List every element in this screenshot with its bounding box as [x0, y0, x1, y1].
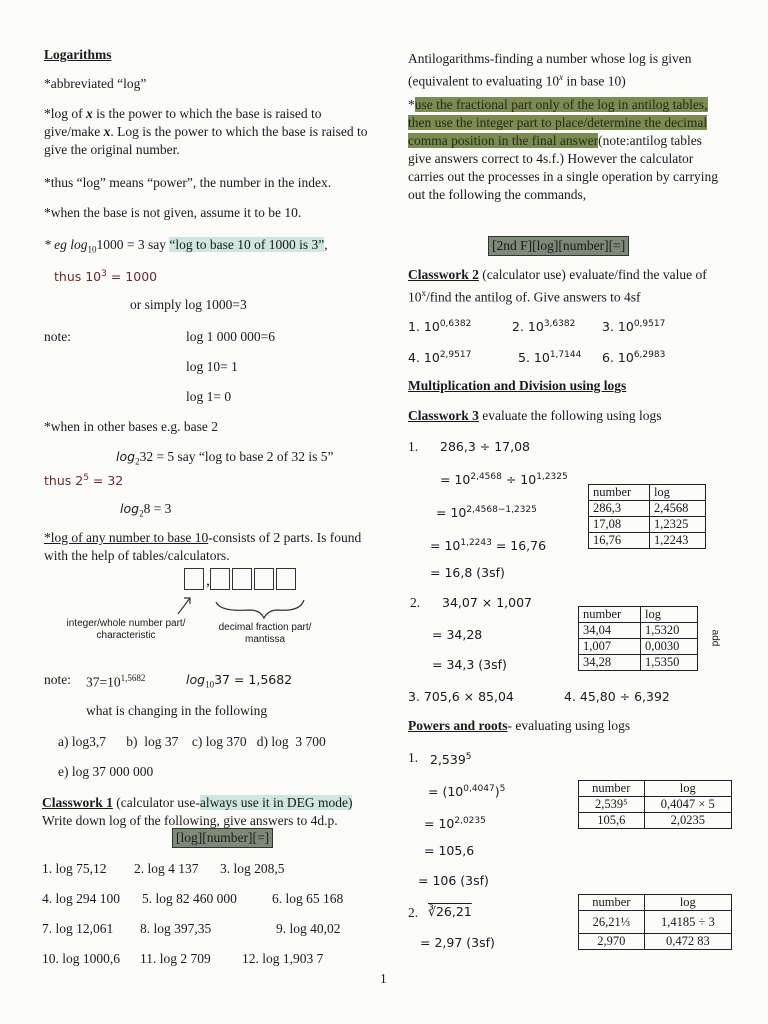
log-definition: *log of x is the power to which the base is raised to give/make x. Log is the power to which the base is raised to give the original number. [44, 106, 368, 157]
add-side-label: add [709, 629, 721, 647]
example-log10: * eg $\log_{10}1000 = 3$ say “log to base 10 of 1000 is 3”, [44, 237, 328, 255]
any-number-log: *log of any number to base 10-consists of 2 parts. Is found with the help of tables/calculators. [44, 530, 362, 563]
cw1-keys: [log][number][=] [172, 828, 273, 848]
note-line-1: log 1 000 000=6 [186, 329, 275, 344]
note-line-2: log 10= 1 [186, 359, 238, 374]
q1-number: 1. [408, 439, 419, 454]
integer-part-label: integer/whole number part/ characteristic [66, 618, 186, 641]
antilog-command: [2nd F][log][number][=] [488, 236, 629, 256]
cw1-q12: 12. log 1,903 7 [242, 951, 324, 966]
simply-log: or simply log 1000=3 [130, 297, 247, 312]
cw1-q3: 3. log 208,5 [220, 861, 285, 876]
cw1-q4: 4. log 294 100 [42, 891, 121, 906]
q2-log-table: number log 34,04 1,5320 1,007 0,0030 34,28 1,5350 [578, 606, 698, 671]
base-not-given: *when the base is not given, assume it to be 10. [44, 205, 302, 220]
q2-expression: 34,07 × 1,007 [442, 595, 532, 610]
antilog-title: Antilogarithms-finding a number whose log is given (equivalent to evaluating 10$^x$ in base 10) [408, 51, 692, 89]
classwork-1-instructions: Classwork 1 (calculator use-always use it in DEG mode) Write down log of the following, give answers to 4d.p. [42, 795, 353, 828]
decimal-part-label: decimal fraction part/ mantissa [218, 622, 312, 645]
cw1-q6: 6. log 65 168 [272, 891, 344, 906]
q1-step1: = $10^{2,4568} \div 10^{1,2325}$ [440, 472, 568, 488]
p1-step3: = 105,6 [424, 843, 475, 858]
digit-boxes-diagram: , [184, 568, 298, 590]
abbr-note: *abbreviated “log” [44, 76, 147, 91]
p1-step4: = 106 (3sf) [418, 873, 489, 888]
note-b-eq1: $37=10^{1,5682}$ [86, 673, 146, 690]
changing-items: a) log3,7 b) log 37 c) log 370 d) log 3 700 [58, 734, 326, 749]
q1-step2: = $10^{2,4568-1,2325}$ [436, 505, 537, 521]
cw2-q6: 6. $10^{6,2983}$ [602, 350, 666, 366]
q3-expression: 3. 705,6 × 85,04 [408, 689, 514, 704]
page-number: 1 [380, 971, 387, 986]
log2-32: $\log_232 = 5$ say “log to base 2 of 32 is 5” [116, 449, 334, 467]
q1-step4: = 16,8 (3sf) [430, 565, 505, 580]
p2-log-table: number log 26,21⅓ 1,4185 ÷ 3 2,970 0,472 83 [578, 894, 732, 950]
powers-title: Powers and roots- evaluating using logs [408, 718, 631, 733]
cw1-q2: 2. log 4 137 [134, 861, 199, 876]
p1-number: 1. [408, 750, 419, 765]
diagram-arrows [160, 590, 310, 620]
cw1-q1: 1. log 75,12 [42, 861, 107, 876]
q2-step2: = 34,3 (3sf) [432, 657, 507, 672]
note-b-eq2: $\log_{10}37 = 1,5682$ [186, 672, 293, 690]
log2-8: $\log_28 = 3$ [120, 501, 172, 519]
page-title: Logarithms [44, 47, 112, 62]
p2-number: 2. [408, 905, 419, 920]
p1-step2: = $10^{2,0235}$ [424, 816, 486, 832]
cw1-q9: 9. log 40,02 [276, 921, 341, 936]
p1-expression: 2,539$^5$ [430, 752, 472, 768]
cw2-q4: 4. $10^{2,9517}$ [408, 350, 472, 366]
cw1-q7: 7. log 12,061 [42, 921, 114, 936]
q4-expression: 4. 45,80 ÷ 6,392 [564, 689, 670, 704]
integer-box [184, 568, 204, 590]
p2-step1: = 2,97 (3sf) [420, 935, 495, 950]
other-bases: *when in other bases e.g. base 2 [44, 419, 218, 434]
cw2-q1: 1. $10^{0,6382}$ [408, 319, 472, 335]
q2-step1: = 34,28 [432, 627, 483, 642]
cw2-q3: 3. $10^{0,9517}$ [602, 319, 666, 335]
note-b-label: note: [44, 672, 71, 687]
changing-question: what is changing in the following [86, 703, 268, 718]
p2-expression: ∛26,21 [428, 904, 472, 919]
note-label: note: [44, 329, 71, 344]
thus-log-power: *thus “log” means “power”, the number in the index. [44, 175, 332, 190]
cw2-q2: 2. $10^{3,6382}$ [512, 319, 576, 335]
p1-step1: = $(10^{0,4047})^5$ [428, 784, 506, 800]
antilog-method: *use the fractional part only of the log in antilog tables, then use the integer part to place/determine the decimal comma position in the final answer(note:antilog tables give answers correct to 4s.f.) However the calculator carries out the processes in a single operation by carrying out the following the commands, [408, 97, 719, 202]
q1-log-table: number log 286,3 2,4568 17,08 1,2325 16,76 1,2243 [588, 484, 706, 549]
note-line-3: log 1= 0 [186, 389, 232, 404]
changing-item-e: e) log 37 000 000 [58, 764, 154, 779]
thus-10-power-3: thus $10^3 = 1000$ [54, 269, 158, 285]
cw2-q5: 5. $10^{1,7144}$ [518, 350, 582, 366]
q2-number: 2. [410, 595, 421, 610]
classwork-2-instructions: Classwork 2 (calculator use) evaluate/find the value of 10$^x$/find the antilog of. Give answers to 4sf [408, 267, 707, 305]
q1-expression: 286,3 ÷ 17,08 [440, 439, 530, 454]
muldiv-title: Multiplication and Division using logs [408, 378, 627, 393]
cw1-q5: 5. log 82 460 000 [142, 891, 237, 906]
cw1-q11: 11. log 2 709 [140, 951, 211, 966]
classwork-3-instructions: Classwork 3 evaluate the following using logs [408, 408, 662, 423]
q1-step3: = $10^{1,2243} = 16,76$ [430, 538, 547, 554]
p1-log-table: number log 2,539⁵ 0,4047 × 5 105,6 2,0235 [578, 780, 732, 829]
cw1-q8: 8. log 397,35 [140, 921, 212, 936]
thus-2-power-5: thus $2^5 = 32$ [44, 473, 124, 489]
cw1-q10: 10. log 1000,6 [42, 951, 121, 966]
